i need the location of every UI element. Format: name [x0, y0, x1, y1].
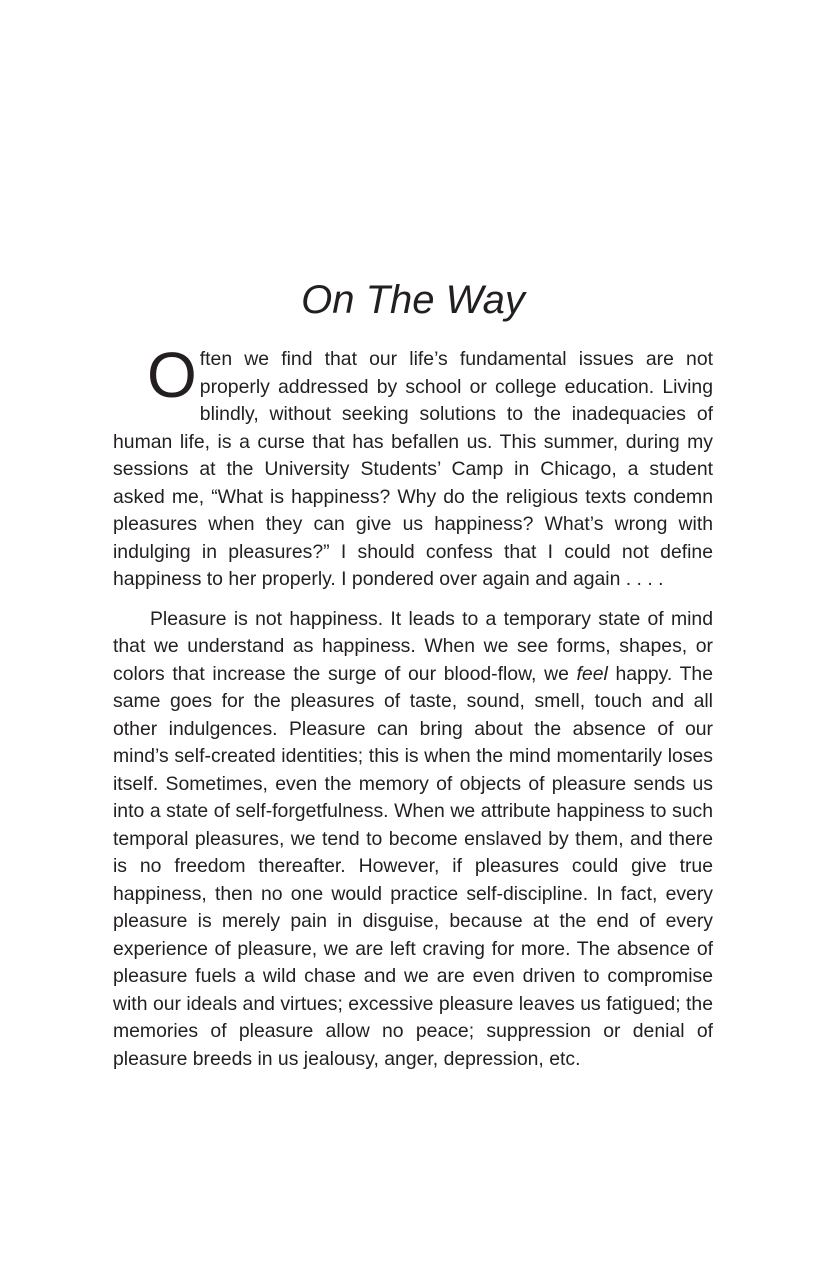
- chapter-body: [113, 339, 713, 1085]
- drop-cap: O: [147, 339, 197, 411]
- paragraph-2-italic-word: feel: [576, 662, 608, 685]
- chapter-title: On The Way: [301, 278, 525, 322]
- paragraph-2-text-start: Pleasure is not happiness. It leads to a temporary state of mind that we understand as happiness. When we see forms, shapes, or colors that increase the surge of our blood-flow, we: [113, 607, 713, 685]
- paragraph-2-text-end: happy. The same goes for the pleasures of taste, sound, smell, touch and all other indulgences. Pleasure can bring about the absence of our mind’s self-created identities; this is when the mind momentarily loses itself. Sometimes, even the memory of objects of pleasure sends us into a state of self-forgetfulness. When we attribute happiness to such temporal pleasures, we tend to become enslaved by them, and there is no freedom thereafter. However, if pleasures could give true happiness, then no one would practice self-discipline. In fact, every pleasure is merely pain in disguise, because at the end of every experience of pleasure, we are left craving for more. The absence of pleasure fuels a wild chase and we are even driven to compromise with our ideals and virtues; excessive pleasure leaves us fatigued; the memories of pleasure allow no peace; suppression or denial of pleasure breeds in us jealousy, anger, depression, etc.: [113, 662, 713, 1070]
- paragraph-1: [113, 339, 713, 594]
- paragraph-2: [113, 606, 713, 1074]
- paragraph-1-text: ften we find that our life’s fundamental issues are not properly addressed by school or college education. Living blindly, without seeking solutions to the inadequacies of human life, is a curse that has befallen us. This summer, during my sessions at the University Students’ Camp in Chicago, a student asked me, “What is happiness? Why do the religious texts condemn pleasures when they can give us happiness? What’s wrong with indulging in pleasures?” I should confess that I could not define happiness to her properly. I pondered over again and again . . . .: [113, 348, 713, 590]
